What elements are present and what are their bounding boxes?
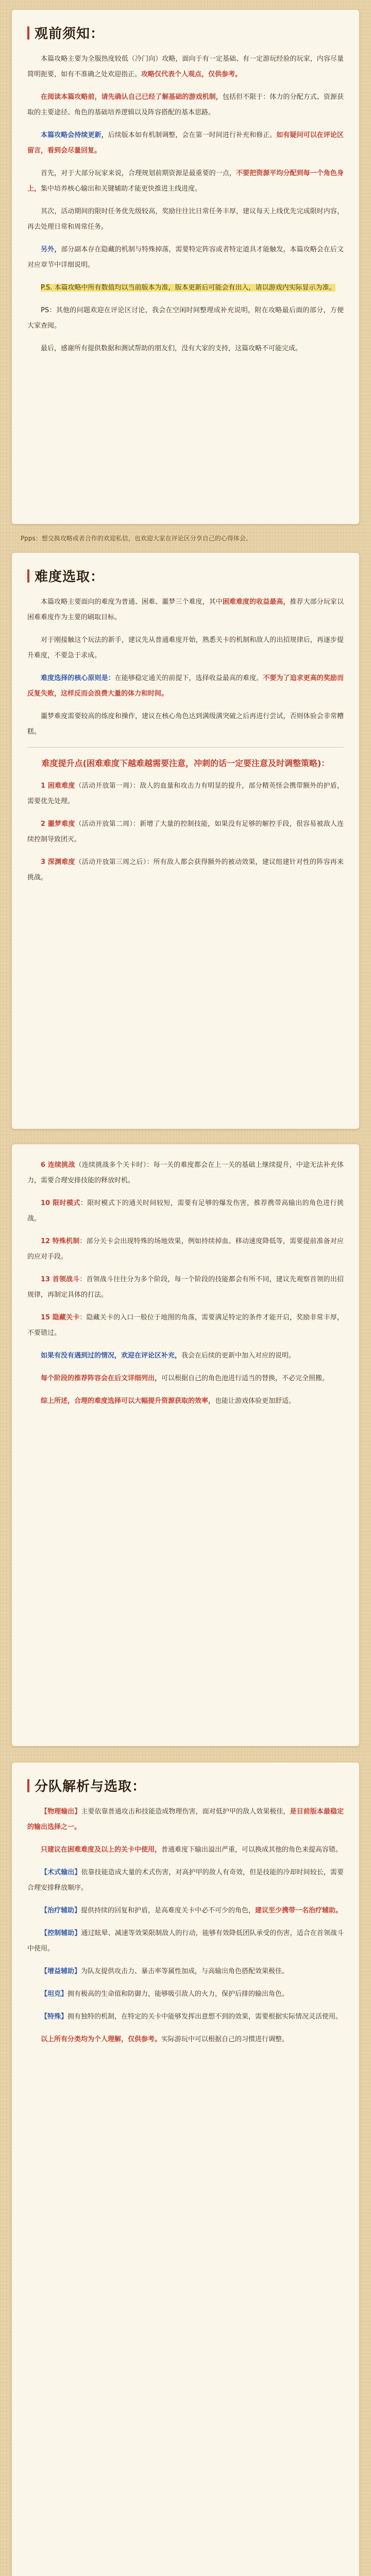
difficulty-subtitle: 难度提升点(困难难度下越难越需要注意，冲刺的话一定要注意及时调整策略)： xyxy=(41,758,330,768)
title-accent-bar xyxy=(27,1779,29,1792)
section-header xyxy=(27,23,344,42)
text-run: 不要把资源平均分配到每一个角色身上， xyxy=(27,170,344,193)
text-run: ：隐藏关卡的入口一般位于地图的角落，需要满足特定的条件才能开启，奖励非常丰厚，不要错过。 xyxy=(27,1314,344,1337)
text-run: 为队友提供攻击力、暴击率等属性加成，与高输出角色搭配效果极佳。 xyxy=(81,1968,289,1975)
section-header xyxy=(27,566,344,585)
notice-panel xyxy=(11,9,360,524)
paragraph xyxy=(27,1310,344,1341)
text-run: 只建议在困难难度及以上的关卡中使用， xyxy=(41,1846,162,1854)
text-run: 通过眩晕、减速等效果限制敌人的行动，能够有效降低团队承受的伤害，适合在首领战斗中使用。 xyxy=(27,1929,344,1953)
paragraph-list xyxy=(27,1804,344,2047)
text-run: 难度选择的核心原则是： xyxy=(41,674,115,682)
title-accent-bar xyxy=(27,26,29,40)
text-run: （活动开放第三周之后）：所有敌人都会获得额外的被动效果，建议组建针对性的阵容再来挑战。 xyxy=(27,858,344,882)
text-run: 每个阶段的推荐阵容会在后文详细列出， xyxy=(41,1375,162,1382)
difficulty-detail-panel xyxy=(11,1144,360,1747)
paragraph-list xyxy=(27,778,344,886)
paragraph xyxy=(27,633,344,664)
text-run: 依靠技能造成大量的术式伤害，对高护甲的敌人有奇效，但是技能的冷却时间较长，需要合理安排释放顺序。 xyxy=(27,1869,344,1892)
paragraph xyxy=(27,1272,344,1303)
text-run: ：首领战斗往往分为多个阶段，每一个阶段的技能都会有所不同，建议先观察首领的出招规律，再制定具体的打法。 xyxy=(27,1276,344,1299)
paragraph xyxy=(27,1348,344,1364)
text-run: 拥有极高的生命值和防御力，能够吸引敌人的火力，保护后排的输出角色。 xyxy=(68,1990,289,1998)
paragraph xyxy=(27,128,344,159)
text-run: （连续挑战多个关卡时）：每一关的难度都会在上一关的基础上继续提升，中途无法补充体力，需要合理安排技能的释放时机。 xyxy=(27,1161,344,1184)
text-run: 集中培养核心输出和关键辅助才能更快推进主线进度。 xyxy=(41,185,202,193)
paragraph xyxy=(27,341,344,357)
text-run: 以上所有分类均为个人理解，仅供参考。 xyxy=(41,2036,162,2043)
text-run: 【特殊】 xyxy=(41,2013,68,2021)
paragraph xyxy=(27,671,344,702)
divider xyxy=(27,747,344,748)
section-title: 观前须知： xyxy=(35,26,105,42)
paragraph-list xyxy=(27,595,344,740)
paragraph xyxy=(27,1394,344,1409)
paragraph xyxy=(27,855,344,886)
text-run: 【术式输出】 xyxy=(41,1869,81,1876)
text-run: 可以根据自己的角色池进行适当的替换，不必完全照搬。 xyxy=(161,1375,329,1382)
text-run: 本篇攻略主要为全服热度较低（冷门向）攻略，面向于有一定基础、有一定游玩经验的玩家，内容尽量简明扼要，如有不准确之处欢迎指正。 xyxy=(27,55,344,78)
section-header xyxy=(27,1776,344,1795)
text-run: 是目前版本最稳定的输出选择之一。 xyxy=(27,1808,344,1831)
text-run: 如果有没有遇到过的情况，欢迎在评论区补充， xyxy=(41,1352,182,1360)
paragraph-list xyxy=(27,1158,344,1409)
text-run: 【坦克】 xyxy=(41,1990,68,1998)
paragraph xyxy=(27,1234,344,1265)
text-run: 6 连续挑战 xyxy=(41,1161,75,1169)
text-run: 【物理输出】 xyxy=(41,1808,81,1816)
text-run: 12 特殊机制 xyxy=(41,1238,80,1245)
text-run: 3 深渊难度 xyxy=(41,858,75,866)
text-run: PS：其他的问题欢迎在评论区讨论，我会在空闲时间整理成补充说明，附在攻略最后面的部分，方便大家查阅。 xyxy=(27,307,344,330)
paragraph xyxy=(27,709,344,740)
text-run: 不要为了追求更高的奖励而反复失败，这样反而会浪费大量的体力和时间。 xyxy=(27,674,344,698)
text-run: （活动开放第一周）：敌人的血量和攻击力有明显的提升，部分精英怪会携带额外的护盾，需要优先处理。 xyxy=(27,782,344,805)
text-run: 1 困难难度 xyxy=(41,782,75,790)
text-run: 攻略仅代表个人观点，仅供参考。 xyxy=(141,71,242,78)
text-run: （活动开放第二周）：新增了大量的控制技能，如果没有足够的解控手段，很容易被敌人连续控制导致团灭。 xyxy=(27,820,344,843)
paragraph xyxy=(27,303,344,334)
pps-note: Ppps：想交换攻略或者合作的欢迎私信，也欢迎大家在评论区分享自己的心得体会。 xyxy=(21,535,252,542)
text-run: 拥有独特的机制，在特定的关卡中能够发挥出意想不到的效果，需要根据实际情况灵活使用。 xyxy=(68,2013,343,2021)
text-run: 在能够稳定通关的前提下，选择收益最高的难度。 xyxy=(114,674,263,682)
text-run: 普通难度下输出溢出严重，可以换成其他的角色来提高容错。 xyxy=(161,1846,343,1854)
text-run: 推荐大部分玩家以困难难度作为主要的刷取目标。 xyxy=(27,598,344,621)
paragraph xyxy=(27,1964,344,1979)
text-run: 【治疗辅助】 xyxy=(41,1907,81,1914)
text-run: 综上所述，合理的难度选择可以大幅提升资源获取的效率， xyxy=(41,1397,215,1405)
section-title: 分队解析与选取： xyxy=(35,1779,146,1794)
paragraph xyxy=(27,1371,344,1386)
paragraph xyxy=(27,1842,344,1858)
text-run: 对于刚接触这个玩法的新手，建议先从普通难度开始，熟悉关卡的机制和敌人的出招规律后，再逐步提升难度，不要急于求成。 xyxy=(27,636,344,659)
text-run: 本篇攻略主要面向的难度为普通、困难、噩梦三个难度，其中 xyxy=(41,598,223,606)
text-run: 2 噩梦难度 xyxy=(41,820,75,828)
text-run: 另外， xyxy=(41,246,61,253)
text-run: 后续版本如有机制调整，会在第一时间进行补充和修正。 xyxy=(108,131,277,139)
text-run: 如有疑问可以在评论区留言，看到会尽量回复。 xyxy=(27,131,344,155)
text-run: 主要依靠普通攻击和技能造成物理伤害，面对低护甲的敌人效果极佳， xyxy=(81,1808,290,1816)
paragraph xyxy=(27,90,344,121)
paragraph xyxy=(27,242,344,273)
paragraph xyxy=(27,1865,344,1896)
text-run: 包括但不限于：体力的分配方式、资源获取的主要途径、角色的基础培养逻辑以及阵容搭配的基本思路。 xyxy=(27,93,344,116)
text-run: 最后，感谢所有提供数据和测试帮助的朋友们，没有大家的支持，这篇攻略不可能完成。 xyxy=(41,345,302,352)
paragraph xyxy=(27,817,344,848)
paragraph xyxy=(27,2009,344,2025)
text-run: 13 首领战斗 xyxy=(41,1276,80,1283)
text-run: 【控制辅助】 xyxy=(41,1929,81,1937)
team-analysis-panel xyxy=(11,1762,360,2576)
text-run: ：部分关卡会出现特殊的场地效果，例如持续掉血、移动速度降低等，需要提前准备对应的应对手段。 xyxy=(27,1238,344,1261)
text-run: 提供持续的回复和护盾，是高难度关卡中必不可少的角色， xyxy=(81,1907,256,1914)
paragraph xyxy=(27,166,344,197)
paragraph xyxy=(27,595,344,625)
text-run: 困难难度的收益最高， xyxy=(222,598,290,606)
text-run: 10 限时模式 xyxy=(41,1199,80,1207)
paragraph xyxy=(27,1903,344,1919)
text-run: 其次，活动期间的限时任务优先级较高，奖励往往比日常任务丰厚，建议每天上线优先完成限时内容，再去处理日常和周常任务。 xyxy=(27,208,344,231)
title-accent-bar xyxy=(27,569,29,583)
text-run: 首先，对于大部分玩家来说，合理规划前期资源是最重要的一点， xyxy=(41,170,236,177)
text-run: 实际游玩中可以根据自己的习惯进行调整。 xyxy=(161,2036,289,2043)
text-run: 15 隐藏关卡 xyxy=(41,1314,80,1321)
text-run: 我会在后续的更新中加入对应的说明。 xyxy=(181,1352,296,1360)
section-title: 难度选取： xyxy=(35,569,105,585)
text-run: 建议至少携带一名治疗辅助。 xyxy=(255,1907,343,1914)
paragraph xyxy=(27,1196,344,1227)
text-run: 在阅读本篇攻略前，请先确认自己已经了解基础的游戏机制， xyxy=(41,93,223,101)
text-run: 噩梦难度需要较高的练度和操作，建议在核心角色达到满级满突破之后再进行尝试，否则体验会非常糟糕。 xyxy=(27,713,344,736)
difficulty-panel xyxy=(11,552,360,1129)
paragraph xyxy=(27,1804,344,1835)
text-run: 【增益辅助】 xyxy=(41,1968,81,1975)
paragraph xyxy=(27,204,344,235)
text-run: ：限时模式下的通关时间较短，需要有足够的爆发伤害，推荐携带高输出的角色进行挑战。 xyxy=(27,1199,344,1223)
paragraph xyxy=(27,2032,344,2047)
text-run: 也能让游戏体验更加舒适。 xyxy=(215,1397,296,1405)
paragraph xyxy=(27,1987,344,2002)
text-run: 部分副本存在隐藏的机制与特殊掉落，需要特定阵容或者特定道具才能触发，本篇攻略会在后文对应章节中详细说明。 xyxy=(27,246,344,269)
text-run: 本篇攻略会持续更新， xyxy=(41,131,108,139)
paragraph xyxy=(27,280,344,296)
paragraph xyxy=(27,52,344,82)
paragraph xyxy=(27,1158,344,1189)
paragraph-list xyxy=(27,52,344,357)
paragraph xyxy=(27,1926,344,1957)
paragraph xyxy=(27,778,344,809)
text-run: P.S. 本篇攻略中所有数值均以当前版本为准，版本更新后可能会有出入，请以游戏内实际显示为准。 xyxy=(41,284,336,292)
